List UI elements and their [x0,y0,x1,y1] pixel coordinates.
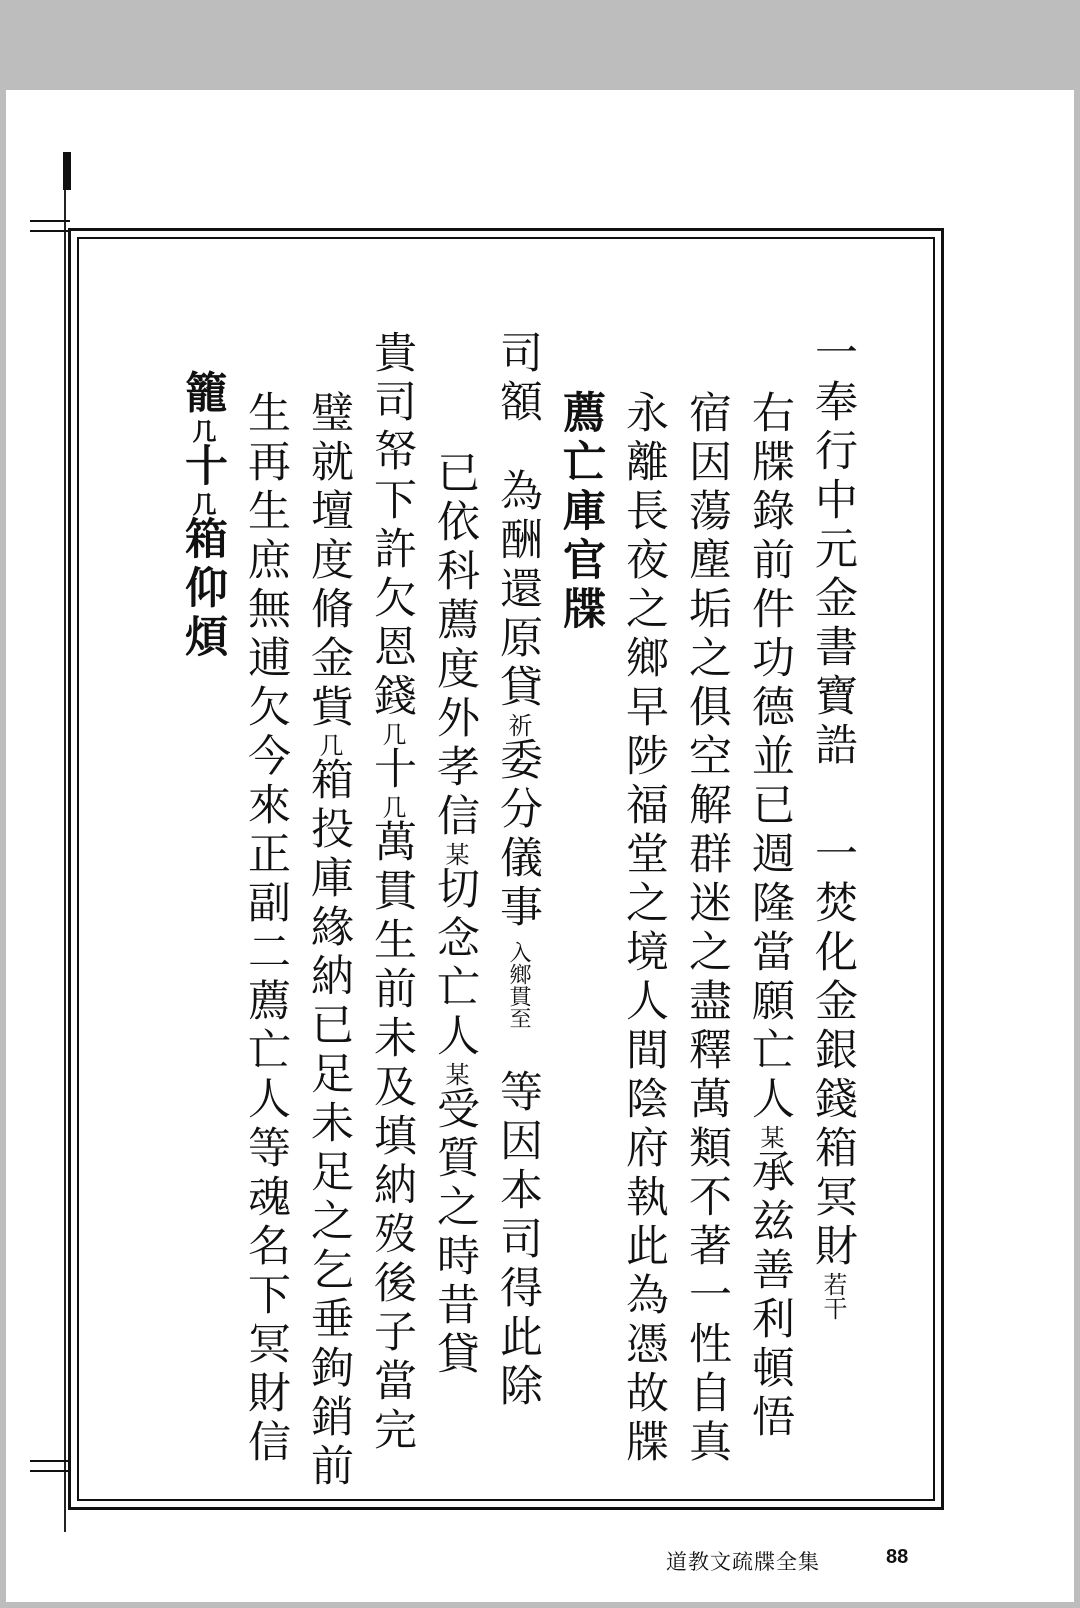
text-run: 為酬還原貸 [493,468,543,713]
text-run: 十 [178,443,228,492]
note-qi: 祈 [504,713,532,737]
text-run: 永離長夜之鄉早陟福堂之境人間陰府執此為憑故牒 [619,390,669,1468]
text-column-6 [486,330,549,1450]
text-column-2 [738,330,801,1450]
frame-stub-bottom [30,1460,70,1462]
text-run: 宿因蕩塵垢之俱空解群迷之盡釋萬類不著一性自真 [682,390,732,1468]
note-ji: 几 [188,419,217,443]
binding-mark [63,152,71,190]
note-ruogan: 若干 [819,1272,847,1320]
heading-jingao: 一奉行中元金書寶誥 [808,330,858,771]
text-run: 貴司帑下許欠恩錢 [367,330,417,722]
calligraphy-text [124,330,864,1492]
text-run: 十 [367,746,417,795]
text-column-4 [612,330,675,1468]
text-column-7 [423,330,486,1450]
text-column-11 [171,330,234,1450]
text-run: 受質之時昔貸 [430,1086,480,1380]
text-run: 生再生庶無逋欠今來正副二薦亡人等魂名下冥財信 [241,390,291,1468]
text-column-1 [801,330,864,1450]
text-column-8 [360,330,423,1456]
note-xiangguan: 入鄉貫至 [506,941,531,1029]
text-run: 已依科薦度外孝信 [430,450,480,842]
note-mou: 某 [756,1125,784,1149]
frame-stub-top [30,220,70,222]
text-run: 籠 [178,370,228,419]
text-run: 司額 [493,330,543,428]
text-run: 箱仰煩 [178,516,228,663]
note-mou: 某 [441,1062,469,1086]
section-title [549,330,612,1450]
text-run: 萬貫生前未及填納歿後子當完 [367,819,417,1456]
book-title: 道教文疏牒全集 [666,1550,820,1574]
text-run: 委分儀事 [493,737,543,933]
text-run: 箱投庫緣納已足未足之乞垂鉤銷前 [304,757,354,1492]
title-text: 薦亡庫官牒 [556,390,606,635]
text-run: 切念亡人 [430,866,480,1062]
text-run: 承兹善利頓悟 [745,1149,795,1443]
note-ji: 几 [315,733,343,757]
binding-line [64,152,66,1532]
note-ji: 几 [188,492,217,516]
page-number: 88 [886,1546,909,1568]
note-mou: 某 [441,842,469,866]
text-column-3 [675,330,738,1468]
text-column-9 [297,330,360,1492]
text-run: 右牒錄前件功德並已週隆當願亡人 [745,390,795,1125]
text-run: 璧就壇度脩金貲 [304,390,354,733]
heading-fenhua: 一焚化金銀錢箱冥財 [808,831,858,1272]
note-ji: 几 [378,722,406,746]
note-ji: 几 [378,795,406,819]
frame-stub-top-2 [30,230,70,232]
frame-stub-bottom-2 [30,1470,70,1472]
text-column-10 [234,330,297,1468]
scanned-page [6,90,1074,1602]
text-run: 等因本司得此除 [493,1069,543,1412]
